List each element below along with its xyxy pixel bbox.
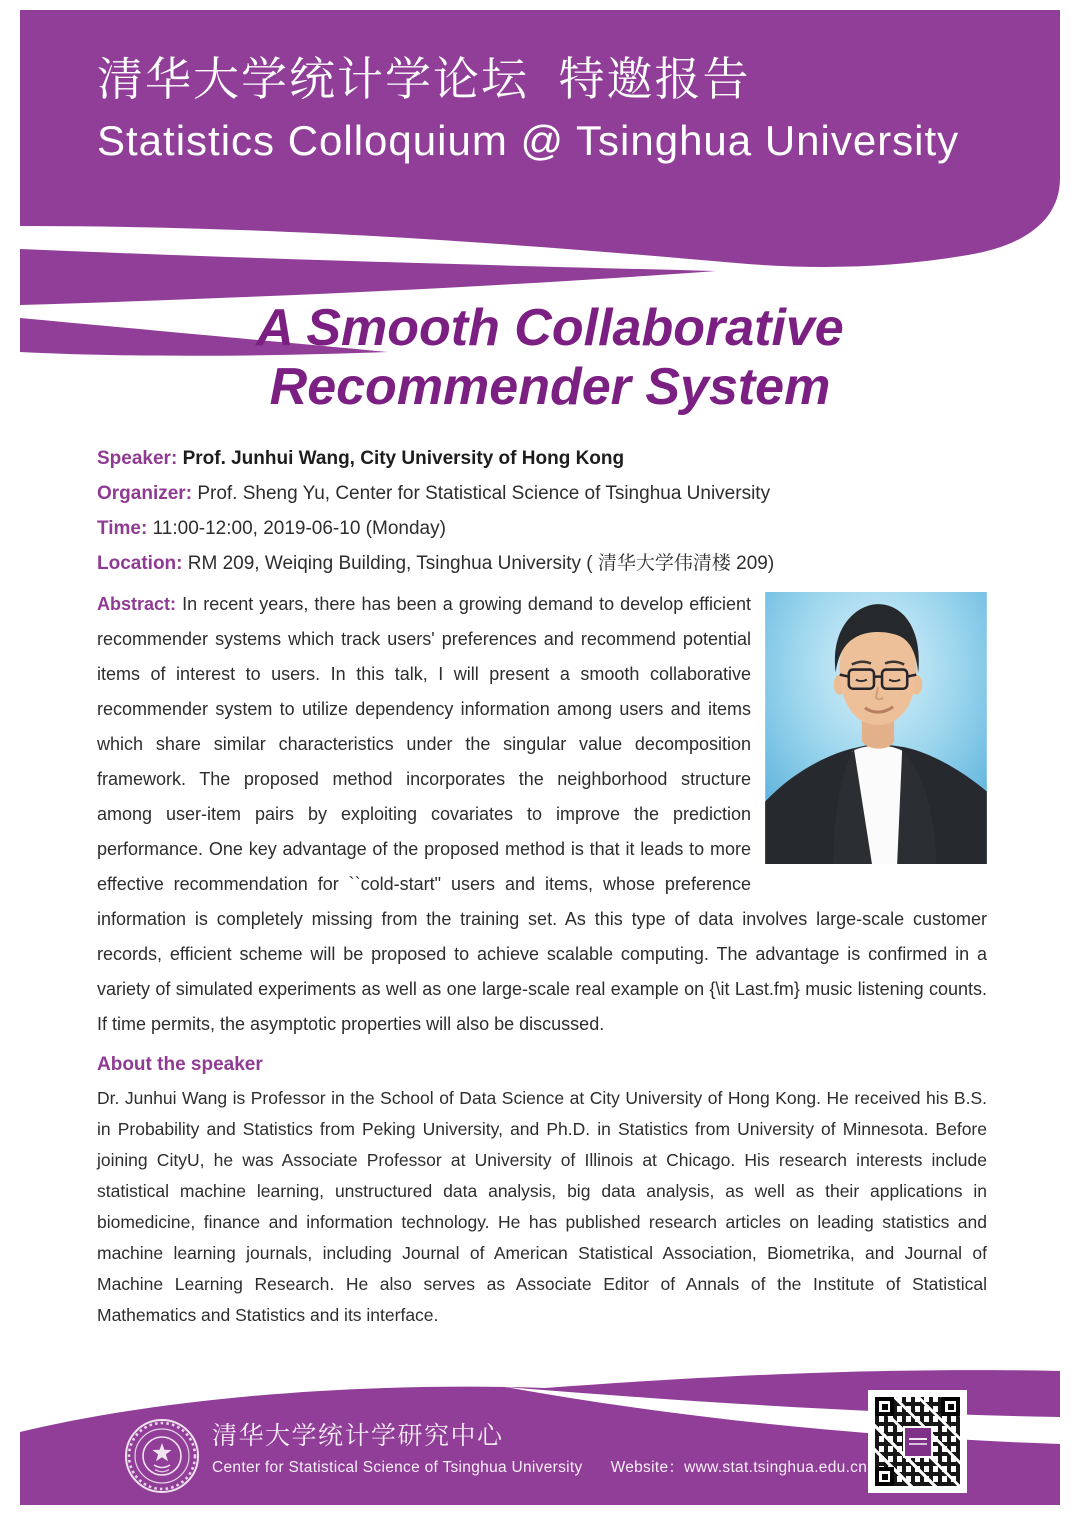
speaker-label: Speaker: [97, 448, 178, 469]
location-value: RM 209, Weiqing Building, Tsinghua University ( 清华大学伟清楼 209) [187, 553, 775, 574]
header-title-en: Statistics Colloquium @ Tsinghua University [97, 117, 960, 164]
time-value: 11:00-12:00, 2019-06-10 (Monday) [152, 518, 446, 539]
about-heading: About the speaker [97, 1054, 263, 1075]
header-title-zh: 清华大学统计学论坛 特邀报告 [97, 53, 751, 105]
abstract-paragraph [97, 587, 987, 1042]
header-ribbon-upper [20, 249, 716, 305]
content-column [97, 441, 987, 1331]
time-line [97, 511, 987, 546]
footer-wave-graphic [0, 1358, 1080, 1518]
speaker-photo [765, 592, 987, 864]
talk-title-line2: Recommender System [269, 358, 831, 416]
speaker-value: Prof. Junhui Wang, City University of Hong Kong [182, 448, 625, 469]
organizer-value: Prof. Sheng Yu, Center for Statistical Science of Tsinghua University [197, 483, 771, 504]
footer-website: Website：www.stat.tsinghua.edu.cn [610, 1459, 868, 1476]
footer-org-zh: 清华大学统计学研究中心 [212, 1422, 504, 1450]
time-label: Time: [97, 518, 148, 539]
speaker-line [97, 441, 987, 476]
abstract-text: In recent years, there has been a growing demand to develop efficient recommender systems which track users' preferences and recommend potential items of interest to users. In this talk, I will present a smooth collaborative recommender system to utilize dependency information among users and items which share similar characteristics under the singular value decomposition framework. The proposed method incorporates the neighborhood structure among user-item pairs by exploiting covariates to improve the prediction performance. One key advantage of the proposed method is that it leads to more effective recommendation for ``cold-start" users and items, whose preference information is completely missing from the training set. As this type of data involves large-scale customer records, efficient scheme will be proposed to achieve scalable computing. The advantage is confirmed in a variety of simulated experiments as well as one large-scale real example on {\it Last.fm} music listening counts. If time permits, the asymptotic properties will also be discussed. [97, 594, 987, 1034]
talk-title-line1: A Smooth Collaborative [256, 299, 844, 357]
abstract-label: Abstract: [97, 594, 177, 614]
about-text: Dr. Junhui Wang is Professor in the School of Data Science at City University of Hong Kong. He received his B.S. in Probability and Statistics from Peking University, and Ph.D. in Statistics from University of Minnesota. Before joining CityU, he was Associate Professor at University of Illinois at Chicago. His research interests include statistical machine learning, unstructured data analysis, big data analysis, as well as their applications in biomedicine, finance and information technology. He has published research articles on leading statistics and machine learning journals, including Journal of American Statistical Association, Biometrika, and Journal of Machine Learning Research. He also serves as Associate Editor of Annals of the Institute of Statistical Mathematics and Statistics and its interface. [97, 1088, 987, 1325]
location-label: Location: [97, 553, 183, 574]
header [97, 52, 959, 166]
footer-org-en: Center for Statistical Science of Tsinghua University [212, 1459, 583, 1476]
location-line [97, 546, 987, 581]
organizer-line [97, 476, 987, 511]
organizer-label: Organizer: [97, 483, 193, 504]
talk-title [0, 299, 1080, 417]
